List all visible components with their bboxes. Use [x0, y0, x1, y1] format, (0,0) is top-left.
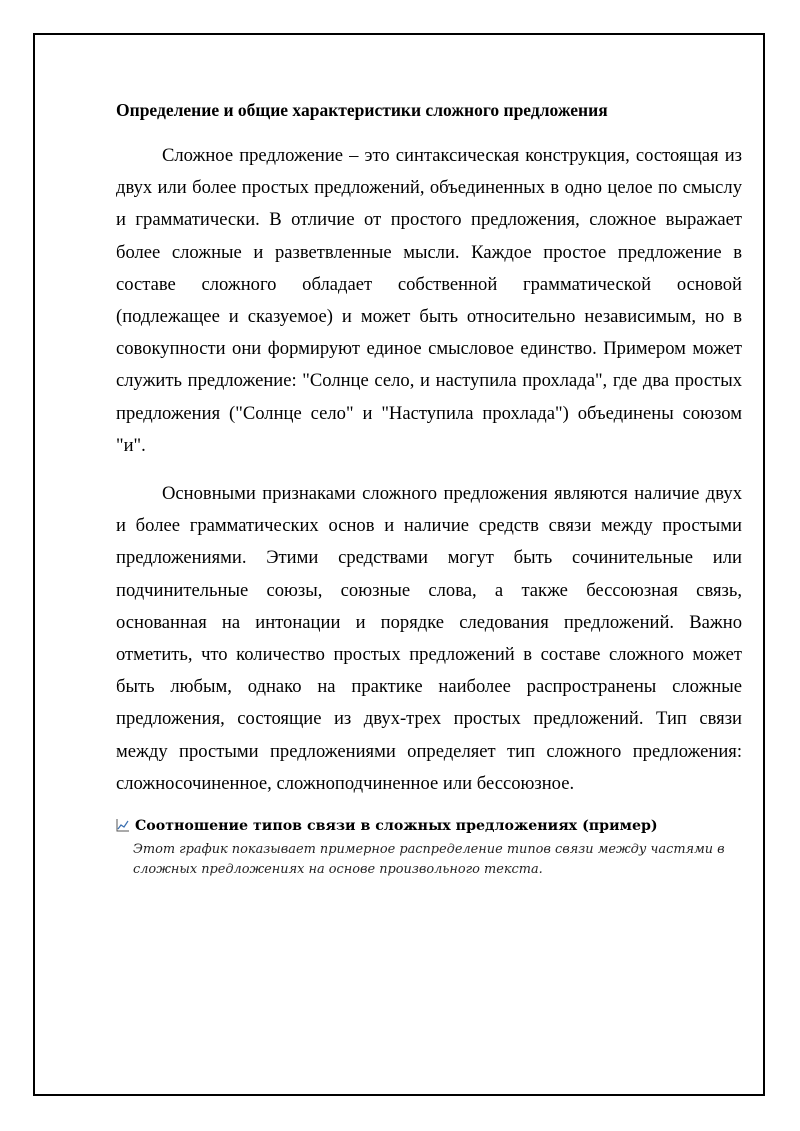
- chart-icon: [116, 818, 130, 832]
- document-body: [116, 98, 742, 880]
- paragraph-definition: Сложное предложение – это синтаксическая конструкция, состоящая из двух или более простых предложений, объединенных в одно целое по смыслу и грамматически. В отличие от простого предложения, сложное выражает более сложные и разветвленные мысли. Каждое простое предложение в составе сложного обладает собственной грамматической основой (подлежащее и сказуемое) и может быть относительно независимым, но в совокупности они формируют единое смысловое единство. Примером может служить предложение: "Солнце село, и наступила прохлада", где два простых предложения ("Солнце село" и "Наступила прохлада") объединены союзом "и".: [116, 145, 742, 456]
- section-heading: Определение и общие характеристики сложного предложения: [116, 100, 608, 120]
- chart-caption: Этот график показывает примерное распределение типов связи между частями в сложных предложениях на основе произвольного текста.: [133, 842, 725, 878]
- paragraph-features: Основными признаками сложного предложения являются наличие двух и более грамматических основ и наличие средств связи между простыми предложениями. Этими средствами могут быть сочинительные или подчинительные союзы, союзные слова, а также бессоюзная связь, основанная на интонации и порядке следования предложений. Важно отметить, что количество простых предложений в составе сложного может быть любым, однако на практике наиболее распространены сложные предложения, состоящие из двух-трех простых предложений. Тип связи между простыми предложениями определяет тип сложного предложения: сложносочиненное, сложноподчиненное или бессоюзное.: [116, 483, 742, 794]
- chart-title-row: [116, 816, 742, 836]
- chart-title: Соотношение типов связи в сложных предложениях (пример): [135, 818, 658, 835]
- chart-block: [116, 816, 742, 880]
